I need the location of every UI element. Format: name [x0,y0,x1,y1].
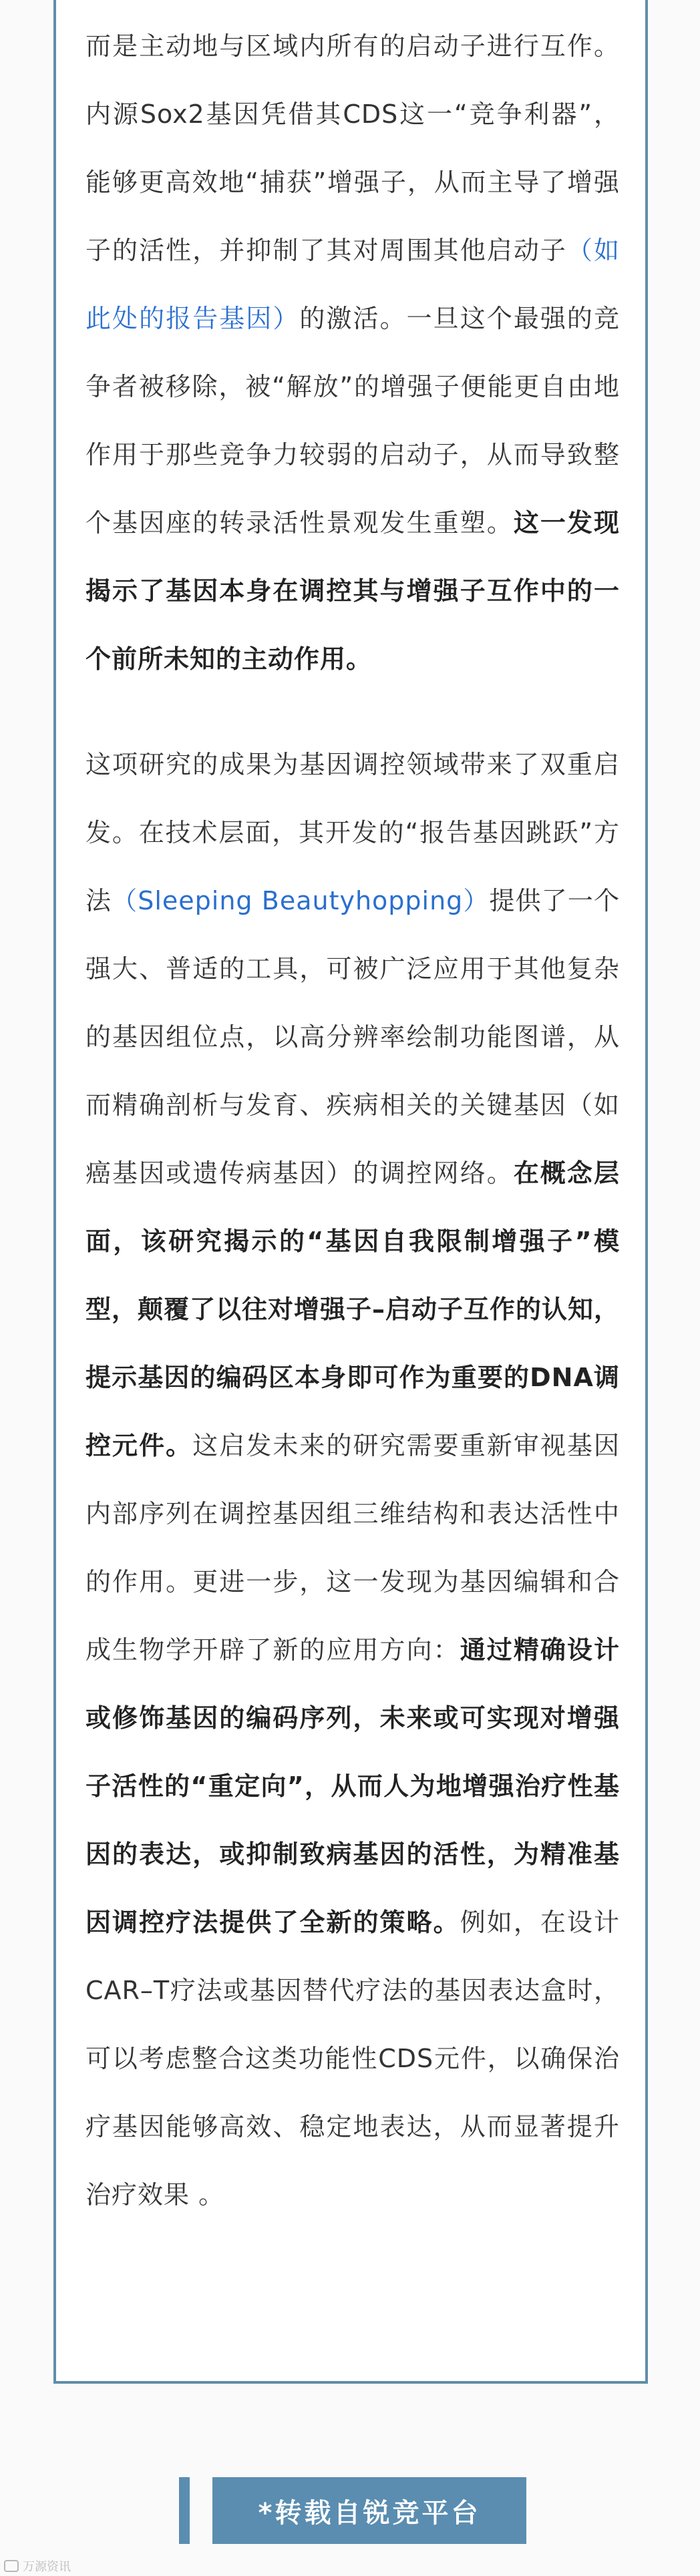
para1-seg-0: 而是主动地与区域内所有的启动子进行互作。内源Sox2基因凭借其CDS这一“竞争利器”，能够更高效地“捕获”增强子，从而主导了增强子的活性，并抑制了其对周围其他启动子 [85,31,620,265]
para2-seg-0: 这项研究的成果为基因调控领域带来了双重启发。在技术层面，其开发的“报告基因跳跃”方法 [85,750,620,915]
article-body [85,12,620,2266]
source-banner [179,2477,526,2544]
para1-bold-finding: 这一发现揭示了基因本身在调控其与增强子互作中的一个前所未知的主动作用。 [85,508,620,674]
banner-accent-bar [179,2477,190,2544]
banner-label: *转载自锐竞平台 [212,2477,526,2544]
watermark-text: 万源资讯 [23,2560,71,2574]
para1-seg-2: 的激活。一旦这个最强的竞争者被移除，被“解放”的增强子便能更自由地作用于那些竞争力较弱的启动子，从而导致整个基因座的转录活性景观发生重塑。 [85,304,620,538]
watermark [4,2557,71,2575]
para2-seg-4: 这启发未来的研究需要重新审视基因内部序列在调控基因组三维结构和表达活性中的作用。更进一步，这一发现为基因编辑和合成生物学开辟了新的应用方向： [85,1431,620,1665]
para2-link-sleeping-beauty[interactable]: （Sleeping Beautyhopping） [112,886,490,915]
para2-seg-6: 例如，在设计CAR–T疗法或基因替代疗法的基因表达盒时，可以考虑整合这类功能性CDS元件，以确保治疗基因能够高效、稳定地表达，从而显著提升治疗效果 。 [85,1908,620,2209]
paragraph-2 [85,730,620,2229]
para1-link-reporter[interactable]: （如此处的报告基因） [85,236,620,333]
watermark-logo-icon [4,2560,19,2572]
para2-bold-concept: 在概念层面，该研究揭示的“基因自我限制增强子”模型，颠覆了以往对增强子–启动子互作的认知，提示基因的编码区本身即可作为重要的DNA调控元件。 [85,1158,621,1460]
paragraph-1 [85,12,620,693]
para2-bold-strategy: 通过精确设计或修饰基因的编码序列，未来或可实现对增强子活性的“重定向”，从而人为地增强治疗性基因的表达，或抑制致病基因的活性，为精准基因调控疗法提供了全新的策略。 [85,1635,620,1937]
para2-seg-2: 提供了一个强大、普适的工具，可被广泛应用于其他复杂的基因组位点，以高分辨率绘制功能图谱，从而精确剖析与发育、疾病相关的关键基因（如癌基因或遗传病基因）的调控网络。 [85,886,620,1188]
